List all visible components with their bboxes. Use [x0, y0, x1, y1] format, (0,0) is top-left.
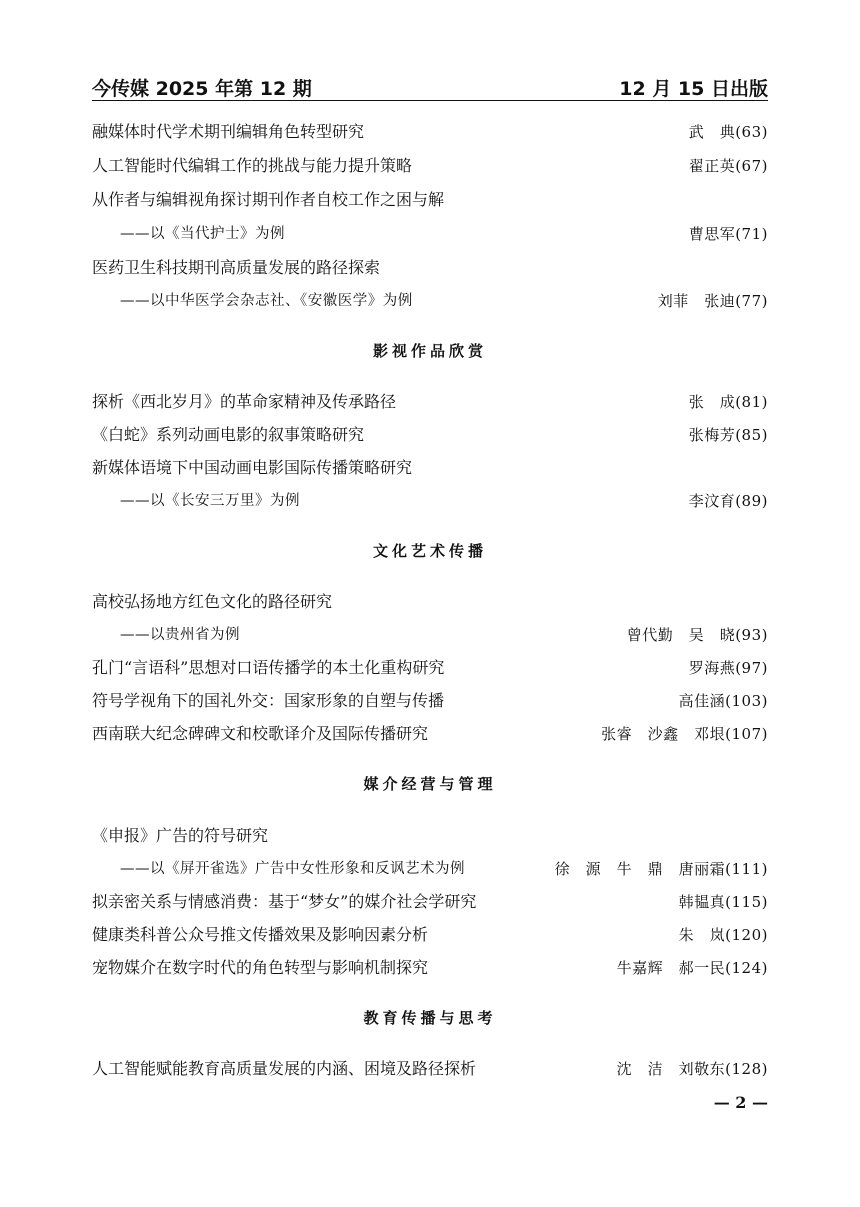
publish-date: 12 月 15 日出版: [619, 78, 768, 100]
entry-author-page: 刘菲 张迪(77): [657, 292, 768, 310]
entry-title: 符号学视角下的国礼外交：国家形象的自塑与传播: [92, 691, 445, 710]
toc-entry[interactable]: [92, 722, 768, 746]
toc-entry[interactable]: [92, 1057, 768, 1081]
toc-entry[interactable]: [92, 824, 768, 848]
entry-author-page: 曾代勤 吴 晓(93): [626, 626, 768, 644]
entry-subtitle: ——以《长安三万里》为例: [120, 493, 300, 509]
entry-title: 探析《西北岁月》的革命家精神及传承路径: [92, 392, 397, 411]
entry-title: 从作者与编辑视角探讨期刊作者自校工作之困与解: [92, 190, 445, 209]
page-number: — 2 —: [713, 1093, 768, 1112]
entry-author-page: 牛嘉辉 郝一民(124): [616, 959, 768, 977]
entry-subtitle: ——以贵州省为例: [120, 627, 240, 643]
entry-subtitle: ——以中华医学会杂志社、《安徽医学》为例: [120, 293, 413, 309]
section-heading: 影视作品欣赏: [372, 342, 487, 360]
entry-title: 新媒体语境下中国动画电影国际传播策略研究: [92, 458, 413, 477]
toc-entry[interactable]: [92, 890, 768, 914]
toc-entry[interactable]: [92, 423, 768, 447]
entry-subtitle: ——以《当代护士》为例: [120, 226, 285, 242]
toc-entry[interactable]: [92, 188, 768, 212]
entry-author-page: 张梅芳(85): [688, 426, 768, 444]
entry-author-page: 曹思军(71): [688, 225, 768, 243]
toc-entry[interactable]: [92, 154, 768, 178]
entry-title: 西南联大纪念碑碑文和校歌译介及国际传播研究: [92, 724, 429, 743]
entry-title: 高校弘扬地方红色文化的路径研究: [92, 592, 333, 611]
entry-title: 人工智能时代编辑工作的挑战与能力提升策略: [92, 156, 413, 175]
entry-title: 宠物媒介在数字时代的角色转型与影响机制探究: [92, 958, 429, 977]
entry-title: 拟亲密关系与情感消费：基于“梦女”的媒介社会学研究: [92, 892, 477, 911]
entry-author-page: 沈 洁 刘敬东(128): [616, 1060, 768, 1078]
entry-author-page: 翟正英(67): [688, 157, 768, 175]
toc-entry[interactable]: [92, 956, 768, 980]
journal-issue: 今传媒 2025 年第 12 期: [92, 78, 312, 100]
entry-author-page: 徐 源 牛 鼎 唐丽霜(111): [554, 860, 768, 878]
entry-author-page: 张睿 沙鑫 邓垠(107): [601, 725, 768, 743]
toc-entry[interactable]: [92, 256, 768, 280]
section-heading: 文化艺术传播: [372, 542, 487, 560]
entry-author-page: 韩韫真(115): [678, 893, 768, 911]
entry-author-page: 张 成(81): [688, 393, 768, 411]
toc-entry-subtitle[interactable]: [92, 857, 768, 881]
entry-title: 孔门“言语科”思想对口语传播学的本土化重构研究: [92, 658, 445, 677]
entry-author-page: 朱 岚(120): [678, 926, 768, 944]
toc-entry[interactable]: [92, 923, 768, 947]
toc-entry[interactable]: [92, 390, 768, 414]
entry-title: 融媒体时代学术期刊编辑角色转型研究: [92, 122, 365, 141]
toc-entry[interactable]: [92, 689, 768, 713]
toc-entry[interactable]: [92, 656, 768, 680]
entry-title: 医药卫生科技期刊高质量发展的路径探索: [92, 258, 381, 277]
toc-entry-subtitle[interactable]: [92, 623, 768, 647]
toc-entry-subtitle[interactable]: [92, 489, 768, 513]
entry-title: 健康类科普公众号推文传播效果及影响因素分析: [92, 925, 429, 944]
toc-entry[interactable]: [92, 120, 768, 144]
entry-title: 《白蛇》系列动画电影的叙事策略研究: [92, 425, 365, 444]
section-heading: 教育传播与思考: [363, 1009, 497, 1027]
toc-entry[interactable]: [92, 590, 768, 614]
entry-author-page: 罗海燕(97): [688, 659, 768, 677]
toc-entry[interactable]: [92, 456, 768, 480]
page-header: [92, 74, 768, 100]
entry-author-page: 李汶育(89): [688, 492, 768, 510]
toc-entry-subtitle[interactable]: [92, 289, 768, 313]
entry-author-page: 武 典(63): [688, 123, 768, 141]
header-rule: [92, 100, 768, 101]
toc-entry-subtitle[interactable]: [92, 222, 768, 246]
entry-author-page: 高佳涵(103): [678, 692, 768, 710]
entry-subtitle: ——以《屏开雀选》广告中女性形象和反讽艺术为例: [120, 861, 465, 877]
entry-title: 人工智能赋能教育高质量发展的内涵、困境及路径探析: [92, 1059, 477, 1078]
section-heading: 媒介经营与管理: [363, 775, 497, 793]
entry-title: 《申报》广告的符号研究: [92, 826, 269, 845]
